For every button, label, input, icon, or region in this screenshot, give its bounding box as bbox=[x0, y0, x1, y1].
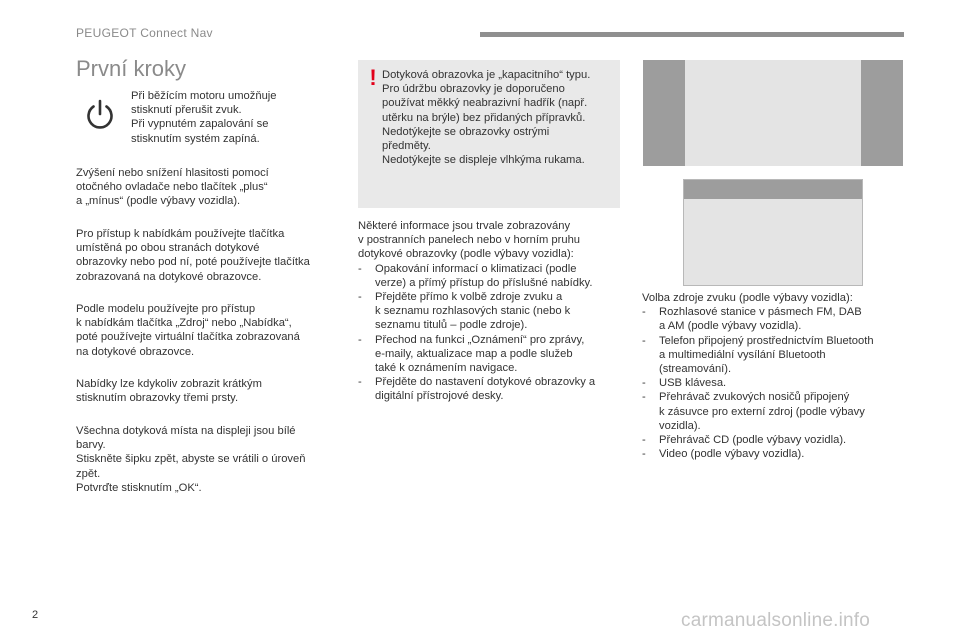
text-line: vozidla). bbox=[659, 419, 701, 432]
audio-source-section bbox=[642, 291, 914, 461]
text-line: Volba zdroje zvuku (podle výbavy vozidla): bbox=[642, 292, 853, 304]
list-item bbox=[358, 333, 623, 376]
text-line: a AM (podle výbavy vozidla). bbox=[659, 320, 802, 333]
list-item bbox=[642, 447, 914, 461]
text-line: poté používejte virtuální tlačítka zobrazovaná bbox=[76, 331, 300, 344]
text-line: Pro údržbu obrazovky je doporučeno bbox=[382, 83, 565, 96]
list-item bbox=[642, 305, 914, 333]
text-line: Podle modelu používejte pro přístup bbox=[76, 303, 256, 315]
text-line: obrazovky nebo pod ní, poté používejte tlačítka bbox=[76, 256, 310, 269]
volume-paragraph bbox=[76, 166, 344, 209]
warning-box bbox=[358, 60, 620, 208]
screen-layout-topbar-illustration bbox=[683, 179, 863, 286]
list-item bbox=[642, 376, 914, 390]
text-line: Při běžícím motoru umožňuje bbox=[131, 90, 277, 102]
warning-icon: ! bbox=[369, 65, 377, 90]
list-dash: - bbox=[358, 376, 362, 389]
list-item bbox=[358, 375, 623, 403]
three-finger-paragraph bbox=[76, 377, 344, 405]
text-line: Video (podle výbavy vozidla). bbox=[659, 448, 805, 461]
list-item bbox=[642, 433, 914, 447]
text-line: Stiskněte šipku zpět, abyste se vrátili o úroveň bbox=[76, 453, 306, 466]
list-dash: - bbox=[642, 377, 646, 390]
right-panel bbox=[861, 60, 903, 166]
text-line: Potvrďte stisknutím „OK“. bbox=[76, 481, 202, 494]
header-divider bbox=[480, 32, 904, 37]
text-line: USB klávesa. bbox=[659, 377, 727, 390]
list-dash: - bbox=[642, 306, 646, 319]
menu-access-paragraph bbox=[76, 227, 344, 284]
model-paragraph bbox=[76, 302, 344, 359]
text-line: Pro přístup k nabídkám používejte tlačítka bbox=[76, 228, 285, 240]
text-line: Přejděte do nastavení dotykové obrazovky a bbox=[375, 376, 596, 389]
text-line: Při vypnutém zapalování se bbox=[131, 118, 269, 131]
info-panels-section bbox=[358, 219, 623, 404]
text-line: e-maily, aktualizace map a podle služeb bbox=[375, 347, 573, 360]
text-line: používat měkký neabrazivní hadřík (např. bbox=[382, 97, 588, 110]
text-line: také k oznámením navigace. bbox=[375, 362, 518, 375]
watermark: carmanualsonline.info bbox=[681, 610, 871, 631]
list-dash: - bbox=[642, 448, 646, 461]
page-number: 2 bbox=[32, 609, 39, 621]
text-line: Některé informace jsou trvale zobrazovány bbox=[358, 220, 571, 232]
text-line: Nedotýkejte se displeje vlhkýma rukama. bbox=[382, 154, 585, 167]
text-line: stisknutí přerušit zvuk. bbox=[131, 104, 242, 117]
text-line: (streamování). bbox=[659, 363, 732, 376]
text-line: a „mínus“ (podle výbavy vozidla). bbox=[76, 195, 241, 208]
text-line: v postranních panelech nebo v horním pruhu bbox=[358, 234, 581, 247]
header-title: PEUGEOT Connect Nav bbox=[76, 26, 213, 40]
text-line: Zvýšení nebo snížení hlasitosti pomocí bbox=[76, 167, 269, 179]
text-line: k nabídkám tlačítka „Zdroj“ nebo „Nabídka“, bbox=[76, 317, 292, 330]
text-line: a multimediální vysílání Bluetooth bbox=[659, 348, 826, 361]
text-line: zobrazovaná na dotykové obrazovce. bbox=[76, 270, 262, 283]
list-item bbox=[642, 390, 914, 433]
text-line: k zásuvce pro externí zdroj (podle výbavy bbox=[659, 405, 865, 418]
text-line: Přehrávač zvukových nosičů připojený bbox=[659, 391, 850, 404]
power-icon bbox=[84, 98, 116, 132]
power-description bbox=[131, 89, 331, 146]
screen-layout-sidebars-illustration bbox=[643, 60, 903, 166]
text-line: Přejděte přímo k volbě zdroje zvuku a bbox=[375, 291, 563, 304]
text-line: Přehrávač CD (podle výbavy vozidla). bbox=[659, 434, 847, 447]
text-line: utěrku na brýle) bez přidaných přípravků. bbox=[382, 111, 586, 124]
text-line: Telefon připojený prostřednictvím Bluetooth bbox=[659, 334, 874, 347]
list-item bbox=[358, 262, 623, 290]
list-dash: - bbox=[642, 334, 646, 347]
text-line: umístěná po obou stranách dotykové bbox=[76, 242, 260, 255]
text-line: k seznamu rozhlasových stanic (nebo k bbox=[375, 305, 571, 318]
warning-text bbox=[382, 68, 616, 167]
text-line: Opakování informací o klimatizaci (podle bbox=[375, 262, 577, 275]
text-line: Nabídky lze kdykoliv zobrazit krátkým bbox=[76, 378, 262, 390]
list-dash: - bbox=[358, 262, 362, 275]
list-dash: - bbox=[642, 391, 646, 404]
text-line: seznamu titulů – podle zdroje). bbox=[375, 319, 528, 332]
text-line: Nedotýkejte se obrazovky ostrými bbox=[382, 125, 550, 138]
top-bar bbox=[684, 180, 862, 199]
text-line: zpět. bbox=[76, 467, 101, 480]
text-line: barvy. bbox=[76, 439, 106, 452]
list-dash: - bbox=[642, 434, 646, 447]
list-dash: - bbox=[358, 333, 362, 346]
text-line: verze) a přímý přístup do příslušné nabídky. bbox=[375, 276, 593, 289]
text-line: otočného ovladače nebo tlačítek „plus“ bbox=[76, 181, 268, 194]
text-line: digitální přístrojové desky. bbox=[375, 390, 504, 403]
list-item bbox=[358, 290, 623, 333]
text-line: Dotyková obrazovka je „kapacitního“ typu. bbox=[382, 69, 591, 81]
text-line: Všechna dotyková místa na displeji jsou bílé bbox=[76, 425, 296, 437]
text-line: dotykové obrazovky (podle výbavy vozidla): bbox=[358, 248, 574, 261]
text-line: Přechod na funkci „Oznámení“ pro zprávy, bbox=[375, 333, 585, 346]
page-title: První kroky bbox=[76, 56, 187, 81]
text-line: na dotykové obrazovce. bbox=[76, 345, 195, 358]
left-panel bbox=[643, 60, 685, 166]
text-line: stisknutím systém zapíná. bbox=[131, 132, 260, 145]
list-item bbox=[642, 334, 914, 377]
list-dash: - bbox=[358, 291, 362, 304]
text-line: předměty. bbox=[382, 140, 431, 153]
touch-zones-paragraph bbox=[76, 424, 344, 495]
text-line: Rozhlasové stanice v pásmech FM, DAB bbox=[659, 306, 862, 319]
text-line: stisknutím obrazovky třemi prsty. bbox=[76, 392, 239, 405]
